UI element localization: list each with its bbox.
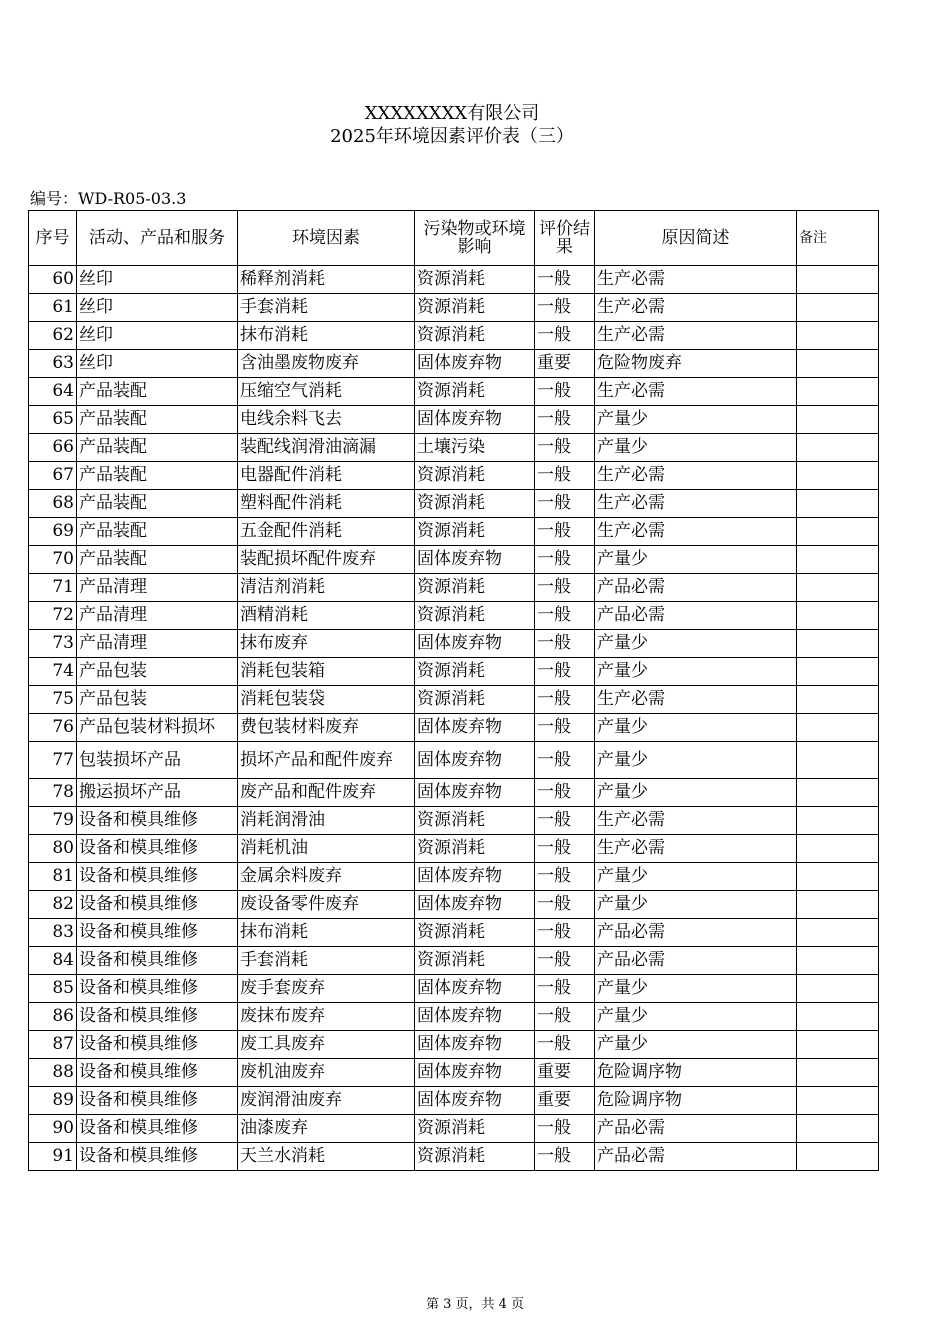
cell-note [797,518,879,546]
cell-seq: 67 [29,462,77,490]
cell-reason: 产量少 [595,1031,797,1059]
cell-note [797,322,879,350]
cell-activity: 设备和模具维修 [77,1003,238,1031]
cell-factor: 手套消耗 [238,294,415,322]
cell-seq: 68 [29,490,77,518]
cell-factor: 酒精消耗 [238,602,415,630]
table-row [29,686,879,714]
table-row [29,947,879,975]
cell-impact: 资源消耗 [415,462,535,490]
cell-result: 一般 [535,863,595,891]
cell-note [797,546,879,574]
cell-factor: 消耗机油 [238,835,415,863]
cell-note [797,350,879,378]
cell-seq: 64 [29,378,77,406]
cell-result: 一般 [535,434,595,462]
cell-impact: 固体废弃物 [415,1059,535,1087]
cell-factor: 五金配件消耗 [238,518,415,546]
cell-result: 一般 [535,490,595,518]
cell-impact: 资源消耗 [415,947,535,975]
cell-note [797,1031,879,1059]
cell-impact: 资源消耗 [415,294,535,322]
cell-seq: 83 [29,919,77,947]
cell-result: 一般 [535,658,595,686]
cell-result: 一般 [535,807,595,835]
cell-factor: 抹布废弃 [238,630,415,658]
cell-seq: 80 [29,835,77,863]
cell-reason: 生产必需 [595,807,797,835]
cell-result: 一般 [535,742,595,779]
cell-impact: 资源消耗 [415,919,535,947]
cell-reason: 产量少 [595,434,797,462]
cell-note [797,574,879,602]
cell-activity: 搬运损坏产品 [77,779,238,807]
page-footer: 第 3 页，共 4 页 [425,1297,525,1312]
cell-seq: 77 [29,742,77,779]
cell-seq: 84 [29,947,77,975]
cell-result: 一般 [535,1115,595,1143]
table-row [29,975,879,1003]
cell-result: 重要 [535,1087,595,1115]
cell-note [797,863,879,891]
cell-factor: 抹布消耗 [238,919,415,947]
cell-result: 一般 [535,714,595,742]
cell-impact: 资源消耗 [415,1115,535,1143]
cell-note [797,714,879,742]
cell-impact: 资源消耗 [415,835,535,863]
header-row [29,211,879,266]
cell-reason: 生产必需 [595,294,797,322]
table-row [29,378,879,406]
cell-impact: 资源消耗 [415,266,535,294]
table-row [29,1031,879,1059]
cell-activity: 设备和模具维修 [77,1087,238,1115]
table-row [29,574,879,602]
table-row [29,742,879,779]
cell-activity: 包装损坏产品 [77,742,238,779]
cell-factor: 稀释剂消耗 [238,266,415,294]
cell-reason: 产量少 [595,658,797,686]
cell-activity: 丝印 [77,266,238,294]
cell-result: 一般 [535,919,595,947]
cell-note [797,434,879,462]
cell-note [797,266,879,294]
cell-result: 一般 [535,294,595,322]
cell-seq: 76 [29,714,77,742]
cell-reason: 生产必需 [595,835,797,863]
table-row [29,1087,879,1115]
cell-factor: 手套消耗 [238,947,415,975]
cell-activity: 设备和模具维修 [77,1115,238,1143]
cell-result: 一般 [535,378,595,406]
header-note: 备注 [797,211,879,266]
cell-seq: 70 [29,546,77,574]
cell-factor: 废手套废弃 [238,975,415,1003]
cell-activity: 丝印 [77,350,238,378]
table-row [29,1059,879,1087]
cell-seq: 61 [29,294,77,322]
cell-factor: 含油墨废物废弃 [238,350,415,378]
cell-seq: 65 [29,406,77,434]
table-row [29,322,879,350]
table-row [29,294,879,322]
cell-activity: 产品包装 [77,658,238,686]
cell-activity: 产品装配 [77,462,238,490]
cell-factor: 消耗包装袋 [238,686,415,714]
cell-reason: 产品必需 [595,919,797,947]
cell-result: 一般 [535,686,595,714]
cell-result: 一般 [535,602,595,630]
table-row [29,434,879,462]
header-seq: 序号 [29,211,77,266]
table-row [29,779,879,807]
cell-factor: 装配损坏配件废弃 [238,546,415,574]
table-row [29,406,879,434]
cell-reason: 产量少 [595,891,797,919]
cell-reason: 产品必需 [595,602,797,630]
cell-result: 重要 [535,350,595,378]
cell-activity: 设备和模具维修 [77,1031,238,1059]
cell-factor: 消耗润滑油 [238,807,415,835]
cell-result: 一般 [535,975,595,1003]
cell-seq: 73 [29,630,77,658]
cell-result: 一般 [535,518,595,546]
cell-impact: 资源消耗 [415,1143,535,1171]
cell-result: 一般 [535,322,595,350]
cell-impact: 固体废弃物 [415,1003,535,1031]
header-activity: 活动、产品和服务 [77,211,238,266]
cell-factor: 废产品和配件废弃 [238,779,415,807]
table-row [29,658,879,686]
cell-reason: 生产必需 [595,686,797,714]
header-reason: 原因简述 [595,211,797,266]
cell-note [797,1087,879,1115]
cell-seq: 88 [29,1059,77,1087]
cell-result: 一般 [535,546,595,574]
cell-result: 一般 [535,1143,595,1171]
table-row [29,807,879,835]
cell-note [797,835,879,863]
table-row [29,602,879,630]
cell-impact: 固体废弃物 [415,975,535,1003]
document-title: 2025年环境因素评价表（三） [330,126,574,147]
cell-reason: 生产必需 [595,322,797,350]
header-result: 评价结果 [535,211,595,266]
cell-activity: 产品装配 [77,518,238,546]
cell-note [797,294,879,322]
cell-seq: 86 [29,1003,77,1031]
cell-seq: 78 [29,779,77,807]
cell-impact: 固体废弃物 [415,742,535,779]
cell-factor: 废润滑油废弃 [238,1087,415,1115]
cell-activity: 设备和模具维修 [77,835,238,863]
cell-seq: 71 [29,574,77,602]
cell-seq: 60 [29,266,77,294]
cell-impact: 固体废弃物 [415,891,535,919]
cell-factor: 消耗包装箱 [238,658,415,686]
cell-activity: 设备和模具维修 [77,975,238,1003]
cell-reason: 危险调序物 [595,1087,797,1115]
cell-activity: 产品装配 [77,546,238,574]
cell-factor: 清洁剂消耗 [238,574,415,602]
cell-seq: 90 [29,1115,77,1143]
cell-reason: 危险调序物 [595,1059,797,1087]
cell-seq: 79 [29,807,77,835]
cell-impact: 固体废弃物 [415,1087,535,1115]
cell-seq: 62 [29,322,77,350]
cell-note [797,779,879,807]
cell-factor: 电线余料飞去 [238,406,415,434]
cell-impact: 固体废弃物 [415,714,535,742]
cell-result: 一般 [535,574,595,602]
cell-note [797,630,879,658]
cell-reason: 产品必需 [595,1115,797,1143]
document-code: 编号：WD-R05-03.3 [30,189,187,208]
cell-reason: 产品必需 [595,1143,797,1171]
cell-reason: 生产必需 [595,462,797,490]
cell-note [797,807,879,835]
cell-factor: 废工具废弃 [238,1031,415,1059]
cell-note [797,1003,879,1031]
cell-activity: 产品装配 [77,490,238,518]
cell-result: 一般 [535,1031,595,1059]
cell-result: 一般 [535,266,595,294]
cell-reason: 生产必需 [595,266,797,294]
cell-result: 一般 [535,406,595,434]
cell-reason: 产量少 [595,975,797,1003]
table-row [29,630,879,658]
cell-reason: 生产必需 [595,490,797,518]
cell-note [797,462,879,490]
cell-impact: 固体废弃物 [415,350,535,378]
cell-activity: 产品清理 [77,602,238,630]
cell-seq: 89 [29,1087,77,1115]
table-row [29,1003,879,1031]
cell-note [797,1115,879,1143]
cell-factor: 压缩空气消耗 [238,378,415,406]
cell-factor: 废设备零件废弃 [238,891,415,919]
cell-activity: 设备和模具维修 [77,1143,238,1171]
cell-impact: 固体废弃物 [415,779,535,807]
table-row [29,1143,879,1171]
cell-activity: 产品清理 [77,630,238,658]
cell-note [797,891,879,919]
cell-impact: 固体废弃物 [415,863,535,891]
table-row [29,863,879,891]
cell-result: 一般 [535,630,595,658]
table-row [29,835,879,863]
cell-activity: 产品包装材料损坏 [77,714,238,742]
cell-seq: 81 [29,863,77,891]
table-row [29,518,879,546]
cell-factor: 金属余料废弃 [238,863,415,891]
cell-result: 一般 [535,1003,595,1031]
cell-reason: 产量少 [595,742,797,779]
cell-impact: 资源消耗 [415,378,535,406]
cell-note [797,1059,879,1087]
cell-seq: 72 [29,602,77,630]
cell-activity: 产品清理 [77,574,238,602]
cell-impact: 资源消耗 [415,602,535,630]
table-row [29,490,879,518]
cell-result: 重要 [535,1059,595,1087]
cell-reason: 产量少 [595,863,797,891]
cell-seq: 69 [29,518,77,546]
cell-note [797,378,879,406]
cell-impact: 资源消耗 [415,658,535,686]
cell-result: 一般 [535,779,595,807]
cell-result: 一般 [535,947,595,975]
header-impact: 污染物或环境影响 [415,211,535,266]
cell-seq: 91 [29,1143,77,1171]
table-row [29,546,879,574]
cell-factor: 抹布消耗 [238,322,415,350]
table-row [29,891,879,919]
cell-impact: 资源消耗 [415,518,535,546]
cell-note [797,686,879,714]
cell-factor: 废机油废弃 [238,1059,415,1087]
cell-reason: 产量少 [595,406,797,434]
table-row [29,1115,879,1143]
cell-result: 一般 [535,891,595,919]
header-factor: 环境因素 [238,211,415,266]
cell-reason: 危险物废弃 [595,350,797,378]
cell-activity: 丝印 [77,294,238,322]
cell-factor: 电器配件消耗 [238,462,415,490]
cell-impact: 固体废弃物 [415,1031,535,1059]
cell-seq: 74 [29,658,77,686]
cell-reason: 产量少 [595,630,797,658]
evaluation-table [28,210,879,1171]
cell-note [797,658,879,686]
cell-impact: 资源消耗 [415,686,535,714]
cell-impact: 资源消耗 [415,322,535,350]
cell-activity: 产品装配 [77,434,238,462]
cell-result: 一般 [535,835,595,863]
cell-activity: 设备和模具维修 [77,863,238,891]
cell-impact: 固体废弃物 [415,406,535,434]
cell-factor: 装配线润滑油滴漏 [238,434,415,462]
cell-reason: 产量少 [595,546,797,574]
cell-impact: 固体废弃物 [415,546,535,574]
cell-note [797,947,879,975]
cell-activity: 设备和模具维修 [77,1059,238,1087]
cell-activity: 设备和模具维修 [77,947,238,975]
table-row [29,350,879,378]
cell-note [797,919,879,947]
cell-seq: 66 [29,434,77,462]
cell-reason: 产量少 [595,779,797,807]
cell-note [797,975,879,1003]
cell-reason: 产量少 [595,1003,797,1031]
cell-reason: 生产必需 [595,378,797,406]
cell-seq: 87 [29,1031,77,1059]
cell-reason: 产品必需 [595,947,797,975]
cell-factor: 天兰水消耗 [238,1143,415,1171]
cell-impact: 资源消耗 [415,574,535,602]
cell-note [797,490,879,518]
cell-activity: 设备和模具维修 [77,891,238,919]
cell-reason: 产量少 [595,714,797,742]
cell-note [797,406,879,434]
cell-seq: 82 [29,891,77,919]
table-row [29,714,879,742]
cell-impact: 资源消耗 [415,807,535,835]
table-row [29,462,879,490]
cell-activity: 丝印 [77,322,238,350]
cell-seq: 75 [29,686,77,714]
cell-seq: 63 [29,350,77,378]
cell-activity: 设备和模具维修 [77,919,238,947]
table-row [29,919,879,947]
cell-note [797,1143,879,1171]
cell-impact: 资源消耗 [415,490,535,518]
cell-reason: 产品必需 [595,574,797,602]
cell-reason: 生产必需 [595,518,797,546]
cell-note [797,742,879,779]
cell-impact: 土壤污染 [415,434,535,462]
cell-impact: 固体废弃物 [415,630,535,658]
cell-factor: 废抹布废弃 [238,1003,415,1031]
cell-factor: 塑料配件消耗 [238,490,415,518]
table-row [29,266,879,294]
cell-activity: 设备和模具维修 [77,807,238,835]
cell-seq: 85 [29,975,77,1003]
cell-note [797,602,879,630]
cell-activity: 产品装配 [77,406,238,434]
company-name: XXXXXXXX有限公司 [364,103,540,124]
cell-activity: 产品包装 [77,686,238,714]
cell-factor: 费包装材料废弃 [238,714,415,742]
cell-factor: 损坏产品和配件废弃 [238,742,415,779]
cell-activity: 产品装配 [77,378,238,406]
cell-result: 一般 [535,462,595,490]
cell-factor: 油漆废弃 [238,1115,415,1143]
